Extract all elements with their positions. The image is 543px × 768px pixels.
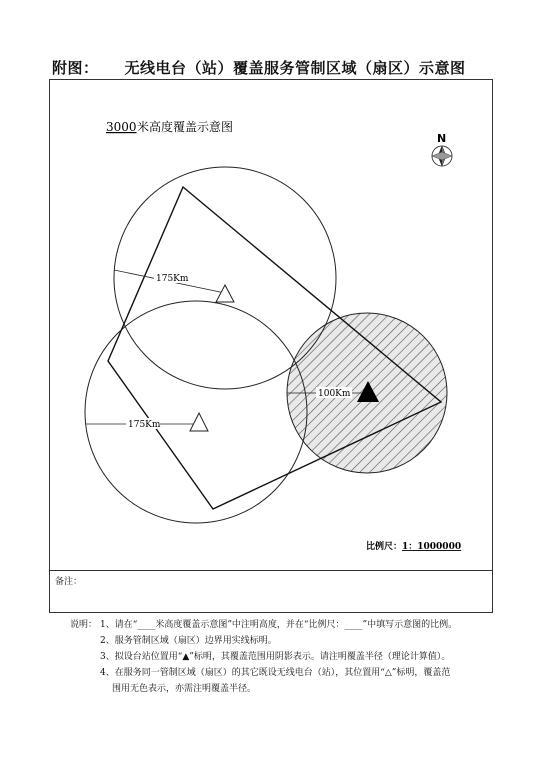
instruction-item: 2、服务管制区域（扇区）边界用实线标明。 [100, 636, 277, 646]
height-value: 3000 [106, 120, 137, 134]
existing-station-upper-icon [216, 285, 234, 302]
height-label: 米高度覆盖示意图 [137, 120, 234, 134]
existing-coverage-lower [85, 301, 307, 523]
page-title-main: 无线电台（站）覆盖服务管制区域（扇区）示意图 [124, 59, 466, 77]
scale-value: 1：1000000 [402, 542, 462, 552]
existing-station-lower-icon [190, 413, 208, 431]
instructions [70, 617, 500, 697]
scale-label: 比例尺： [366, 542, 403, 552]
instruction-item: 4、在服务同一管制区域（扇区）的其它既设无线电台（站），其位置用“△”标明，覆盖范 [100, 668, 451, 678]
north-label: N [437, 132, 447, 145]
instruction-item: 1、请在“____米高度覆盖示意图”中注明高度，并在“比例尺：____”中填写示意图的比例。 [100, 620, 458, 630]
north-arrow-icon [432, 132, 452, 166]
page-title-prefix: 附图： [52, 59, 99, 77]
instructions-lead: 说明： [70, 620, 98, 630]
radius-label-upper: 175Km [156, 274, 189, 284]
instruction-item: 3、拟设台站位置用“▲”标明，其覆盖范围用阴影表示。请注明覆盖半径（理论计算值）。 [100, 652, 451, 662]
instruction-item: 围用无色表示，亦需注明覆盖半径。 [112, 684, 257, 694]
radius-label-lower: 175Km [128, 420, 161, 430]
radius-label-planned: 100Km [318, 389, 351, 399]
notes-label: 备注： [55, 577, 83, 587]
